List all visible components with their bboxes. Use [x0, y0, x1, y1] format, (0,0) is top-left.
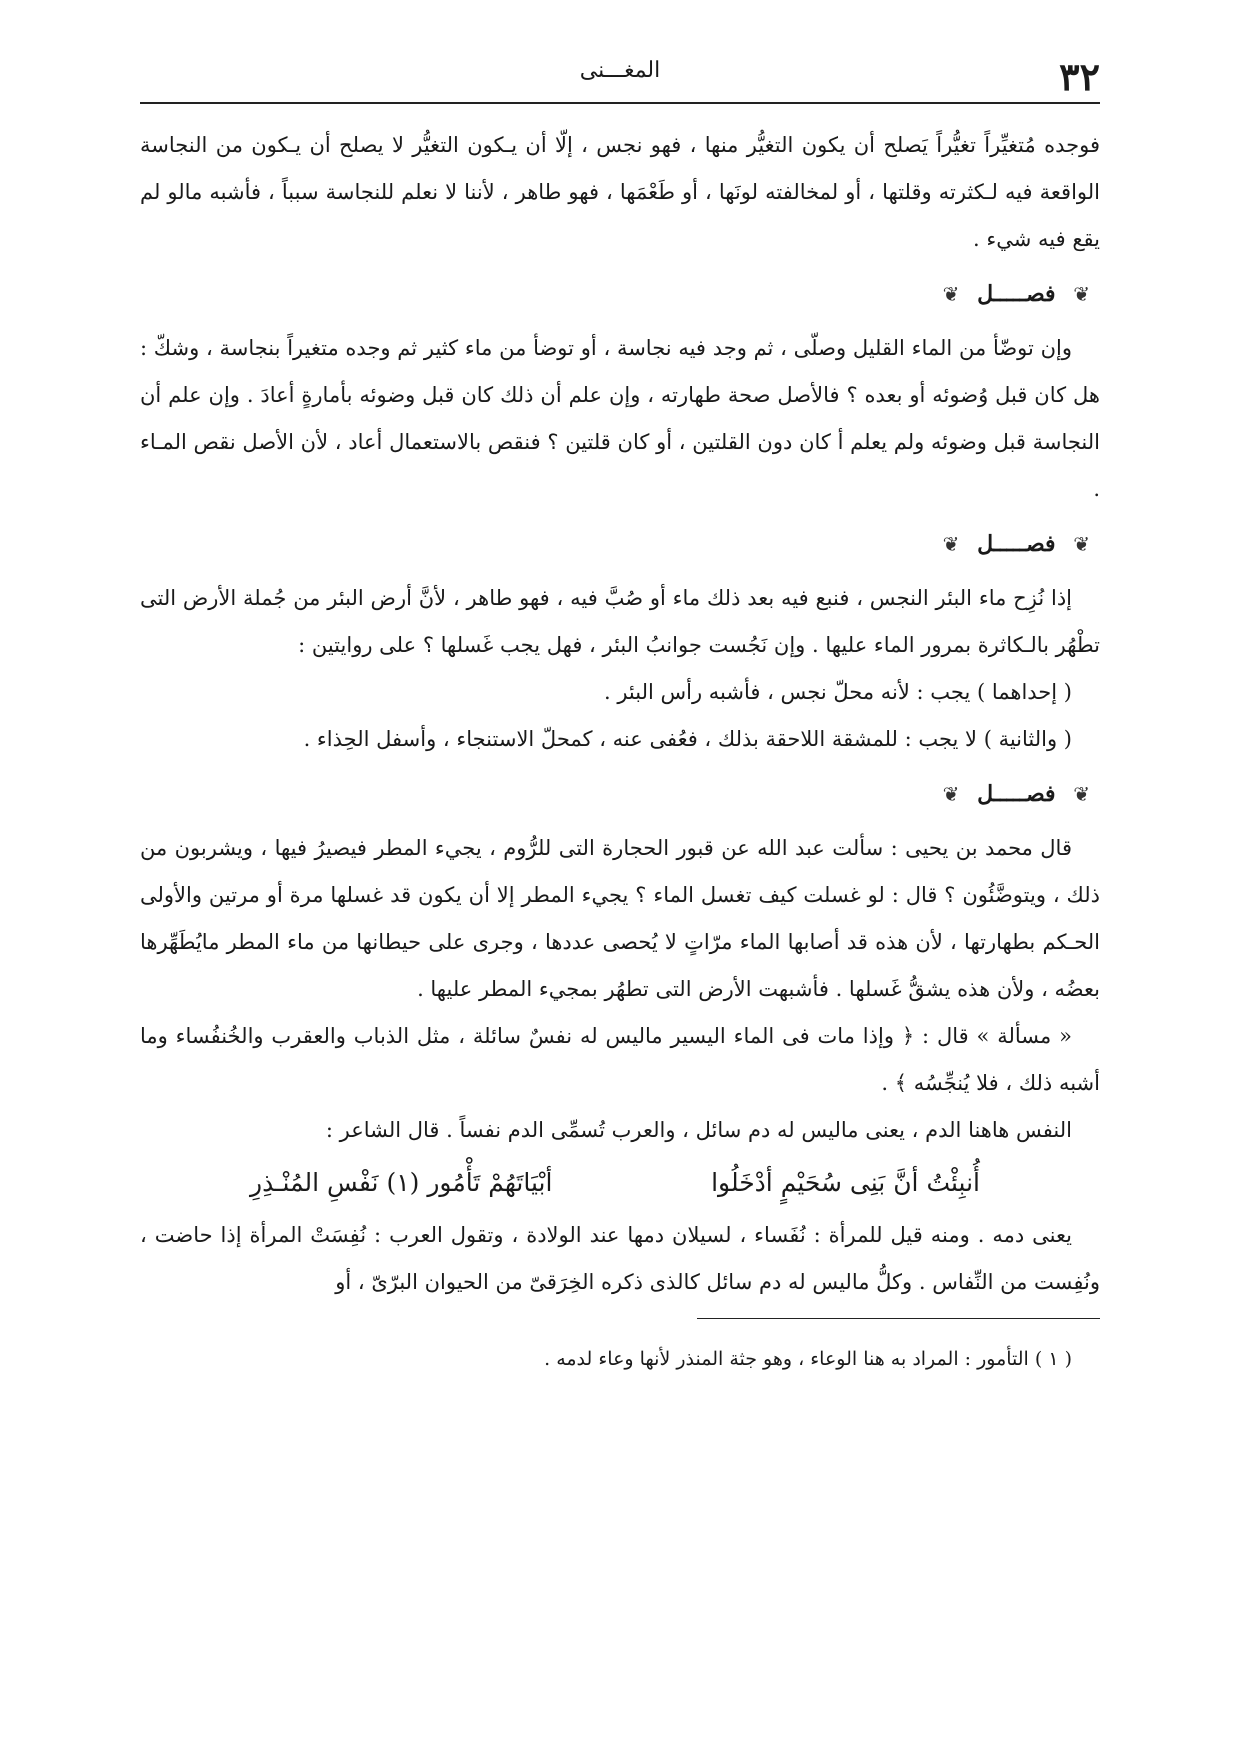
- list-item: ( والثانية ) لا يجب : للمشقة اللاحقة بذلك ، فعُفى عنه ، كمحلّ الاستنجاء ، وأسفل الحِذاء .: [303, 727, 1072, 751]
- ornament-icon: ❦: [942, 782, 960, 806]
- paragraph: قال محمد بن يحيى : سألت عبد الله عن قبور الحجارة التى للرُّوم ، يجيء المطر فيصيرُ فيها ، ويشربون من ذلك ، ويتوضَّئُون ؟ قال : لو غسلت كيف تغسل الماء ؟ يجيء المطر إلا أن يكون قد غسلها مرة أو مرتين والأولى الحـكم بطهارتها ، لأن هذه قد أصابها الماء مرّاتٍ لا يُحصى عددها ، وجرى على حيطانها من ماء المطر مايُطَهِّرها بعضُه ، ولأن هذه يشقُّ غَسلها . فأشبهت الأرض التى تطهُر بمجيء المطر عليها .: [140, 836, 1100, 1001]
- page-header: [140, 52, 1100, 104]
- ornament-icon: ❦: [1073, 532, 1090, 556]
- ornament-icon: ❦: [1073, 282, 1090, 306]
- paragraph: يعنى دمه . ومنه قيل للمرأة : نُفَساء ، لسيلان دمها عند الولادة ، وتقول العرب : نُفِسَتْ المرأة إذا حاضت ، ونُفِست من النِّفاس . وكلُّ ماليس له دم سائل كالذى ذكره الخِرَقىّ من الحيوان البرّىّ ، أو: [140, 1223, 1100, 1294]
- section-heading: [140, 767, 1100, 821]
- verse-first-hemistich: أُنبِئْتُ أنَّ بَنِى سُحَيْمٍ أدْخَلُوا: [711, 1168, 980, 1197]
- running-title: المغـــنى: [579, 58, 661, 83]
- main-text: [140, 122, 1100, 1306]
- page-number: ٣٢: [1059, 54, 1100, 99]
- ornament-icon: ❦: [1073, 782, 1090, 806]
- paragraph: وإن توضّأ من الماء القليل وصلّى ، ثم وجد فيه نجاسة ، أو توضأ من ماء كثير ثم وجده متغيراً بنجاسة ، وشكّ : هل كان قبل وُضوئه أو بعده ؟ فالأصل صحة طهارته ، وإن علم أن ذلك كان قبل وضوئه بأمارةٍ أعادَ . وإن علم أن النجاسة قبل وضوئه ولم يعلم أ كان دون القلتين ، أو كان قلتين ؟ فنقص بالاستعمال أعاد ، لأن الأصل نقص المـاء .: [140, 336, 1100, 501]
- ornament-icon: ❦: [942, 282, 960, 306]
- section-heading: [140, 517, 1100, 571]
- section-heading-label: فصـــــل: [977, 281, 1056, 307]
- footnote: ( ١ ) التأمور : المراد به هنا الوعاء ، وهو جثة المنذر لأنها وعاء لدمه .: [544, 1348, 1072, 1370]
- section-heading-label: فصـــــل: [977, 531, 1056, 557]
- section-heading-label: فصـــــل: [977, 781, 1056, 807]
- verse-second-hemistich: أبْيَاتَهُمْ تَأْمُور (١) نَفْسِ المُنْـذِرِ: [250, 1168, 553, 1197]
- footnote-divider: [697, 1318, 1100, 1319]
- list-item: ( إحداهما ) يجب : لأنه محلّ نجس ، فأشبه رأس البئر .: [603, 680, 1072, 704]
- ornament-icon: ❦: [942, 532, 960, 556]
- paragraph: النفس هاهنا الدم ، يعنى ماليس له دم سائل ، والعرب تُسمِّى الدم نفساً . قال الشاعر :: [325, 1118, 1072, 1142]
- paragraph: « مسألة » قال : ﴿ وإذا مات فى الماء اليسير ماليس له نفسٌ سائلة ، مثل الذباب والعقرب والخُنفُساء وما أشبه ذلك ، فلا يُنجِّسُه ﴾ .: [140, 1024, 1100, 1095]
- paragraph: فوجده مُتغيِّراً تغيُّراً يَصلح أن يكون التغيُّر منها ، فهو نجس ، إلّا أن يـكون التغيُّر لا يصلح أن يـكون من النجاسة الواقعة فيه لـكثرته وقلتها ، أو لمخالفته لونَها ، أو طَعْمَها ، فهو طاهر ، لأننا لا نعلم للنجاسة سبباً ، فأشبه مالو لم يقع فيه شيء .: [140, 133, 1100, 251]
- section-heading: [140, 267, 1100, 321]
- poetry-verse: [140, 1154, 1100, 1212]
- paragraph: إذا نُزِح ماء البئر النجس ، فنبع فيه بعد ذلك ماء أو صُبَّ فيه ، فهو طاهر ، لأنَّ أرض البئر من جُملة الأرض التى تطْهُر بالـكاثرة بمرور الماء عليها . وإن نَجُست جوانبُ البئر ، فهل يجب غَسلها ؟ على روايتين :: [140, 586, 1100, 657]
